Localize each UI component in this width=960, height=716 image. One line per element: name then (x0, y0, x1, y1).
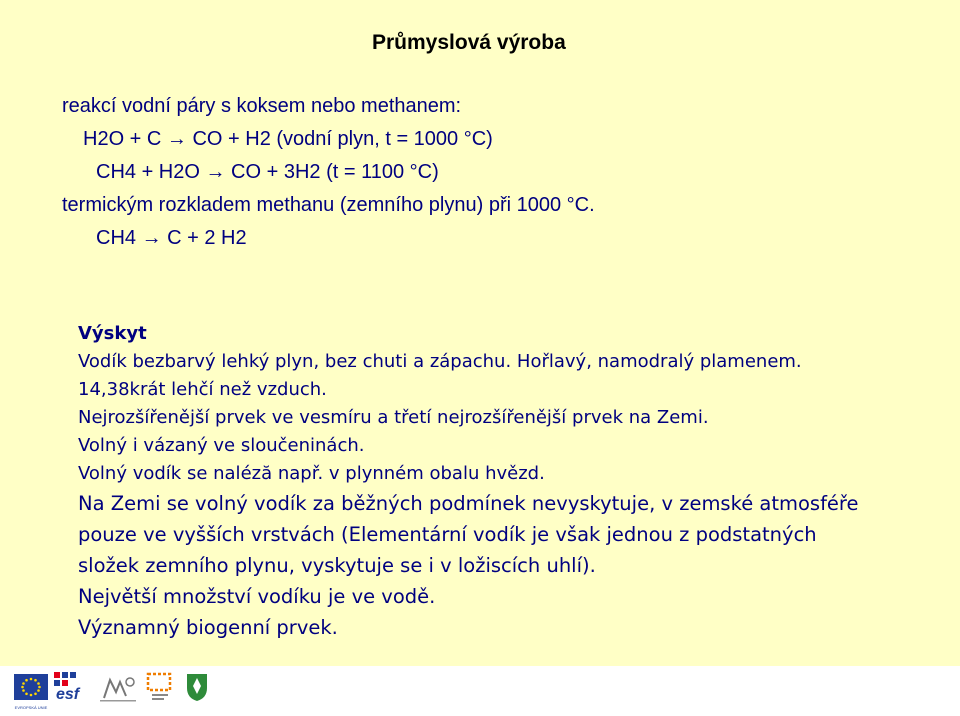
occurrence-section (78, 320, 859, 643)
occurrence-line: Na Zemi se volný vodík za běžných podmínek nevyskytuje, v zemské atmosféře (78, 492, 859, 515)
equation-water-gas: H2O + C → CO + H2 (vodní plyn, t = 1000 °C) (83, 128, 493, 150)
ministry-emblem-logo (98, 674, 138, 709)
slide-title: Průmyslová výroba (372, 31, 566, 54)
occurrence-heading: Výskyt (78, 323, 147, 344)
production-section (62, 90, 595, 255)
occurrence-line: pouze ve vyšších vrstvách (Elementární vodík je však jednou z podstatných (78, 523, 817, 546)
occurrence-line: Vodík bezbarvý lehký plyn, bez chuti a zápachu. Hořlavý, namodralý plamenem. (78, 351, 802, 372)
production-intro: reakcí vodní páry s koksem nebo methanem: (62, 95, 462, 117)
occurrence-line: Volný vodík se naléză např. v plynném obalu hvězd. (78, 463, 545, 484)
occurrence-line: Nejrozšířenější prvek ve vesmíru a třetí nejrozšířenější prvek na Zemi. (78, 407, 709, 428)
occurrence-line: Významný biogenní prvek. (78, 616, 338, 639)
op-education-logo (146, 672, 174, 711)
equation-methane-decomposition: CH4 → C + 2 H2 (96, 227, 247, 249)
occurrence-line: Volný i vázaný ve sloučeninách. (78, 435, 365, 456)
production-thermal: termickým rozkladem methanu (zemního plynu) při 1000 °C. (62, 194, 595, 216)
occurrence-line: složek zemního plynu, vyskytuje se i v ložiscích uhlí). (78, 554, 596, 577)
regional-shield-logo (186, 672, 208, 707)
equation-steam-methane: CH4 + H2O → CO + 3H2 (t = 1100 °C) (96, 161, 439, 183)
footer-logos (0, 666, 960, 716)
esf-logo (52, 672, 88, 709)
occurrence-line: 14,38krát lehčí než vzduch. (78, 379, 327, 400)
eu-flag-logo (14, 674, 48, 710)
eu-label: EVROPSKÁ UNIE (14, 705, 48, 710)
occurrence-line: Největší množství vodíku je ve vodě. (78, 585, 436, 608)
esf-label: esf (56, 686, 80, 703)
